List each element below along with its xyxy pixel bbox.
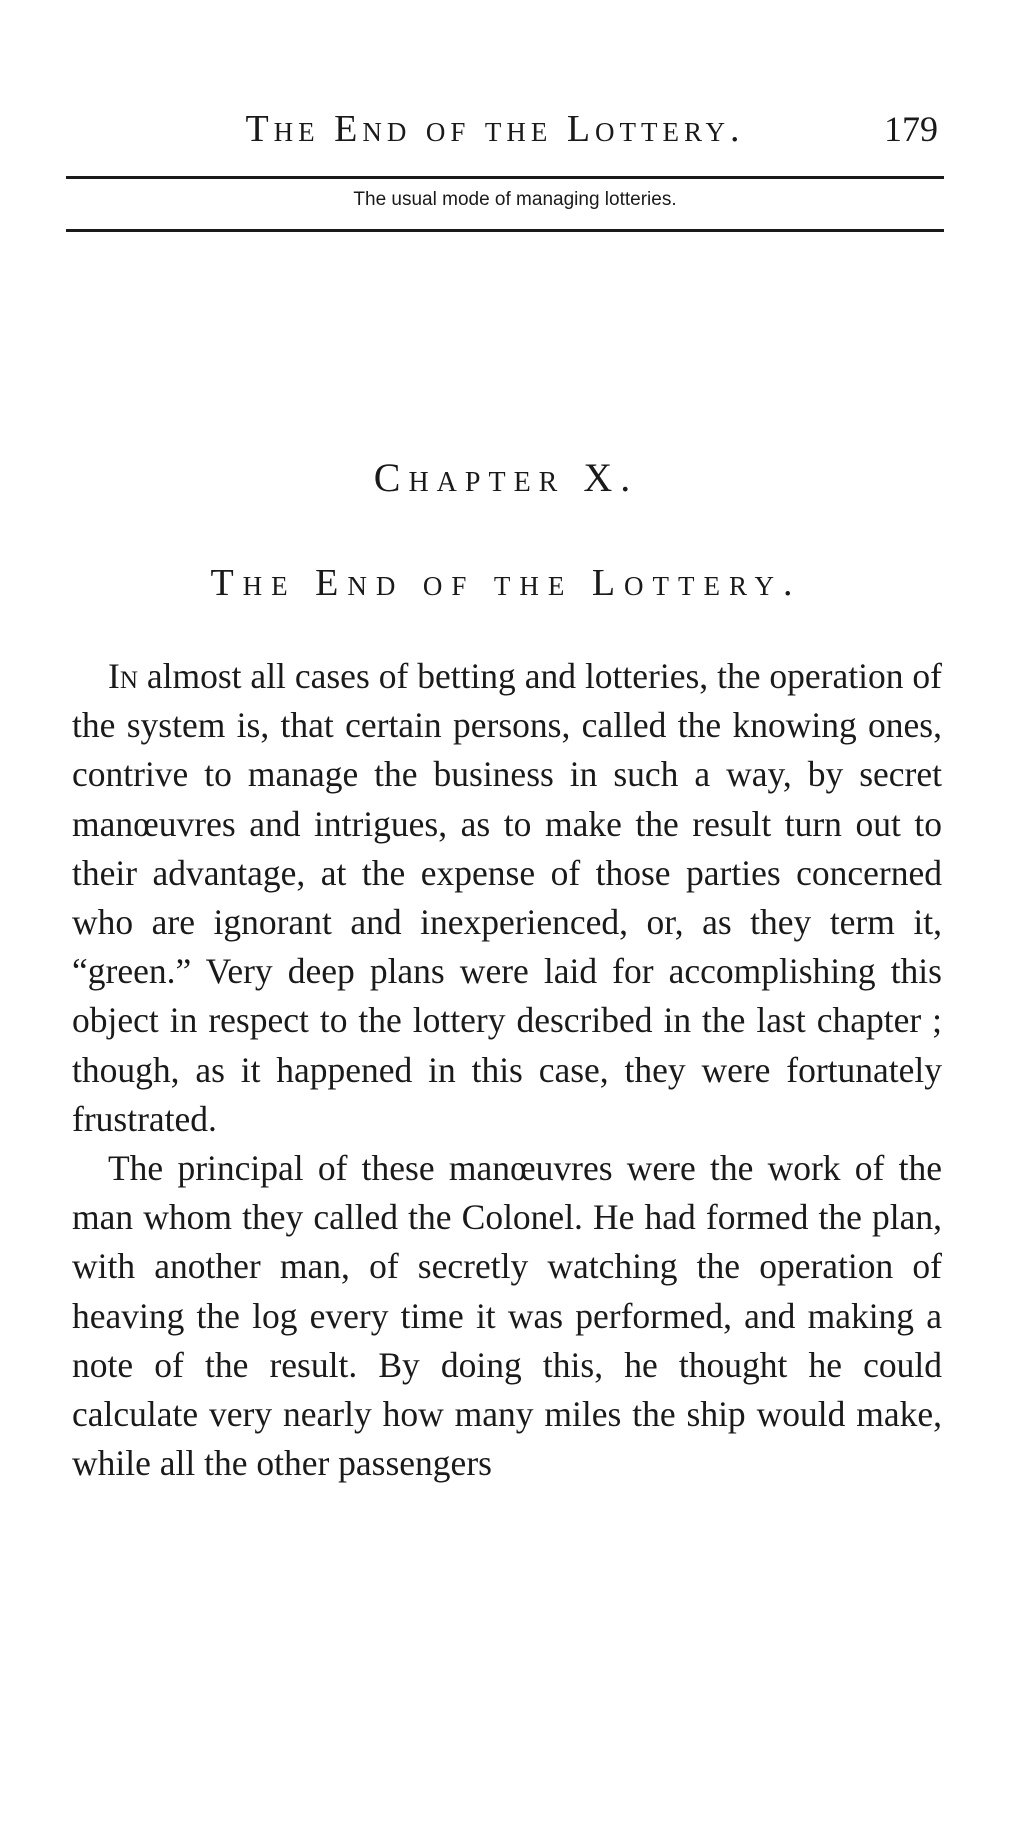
paragraph-2: The principal of these manœuvres were the work of the man whom they called the Colonel. He had formed the plan, with another man, of secretly watching the operation of heaving the log every time it was performed, and making a note of the result. By doing this, he thought he could calculate very nearly how many miles the ship would make, while all the other passengers [72,1148,942,1484]
chapter-title: The End of the Lottery. [210,562,802,604]
chapter-number: Chapter X. [373,455,639,500]
paragraph-lead-in: In [108,656,138,696]
header-rule-bottom [66,229,944,232]
header-rule-top [66,176,944,179]
page-subtitle: The usual mode of managing lotteries. [353,189,677,210]
running-head [66,104,944,154]
body-text [72,652,942,1488]
paragraph-1-text: almost all cases of betting and lotteries, the operation of the system is, that certain persons, called the knowing ones, contrive to manage the business in such a way, by secret manœuvres and intrigues, as to make the result turn out to their advantage, at the expense of those parties concerned who are ignorant and inexperienced, or, as they term it, “green.” Very deep plans were laid for accomplishing this object in respect to the lottery described in the last chapter ; though, as it happened in this case, they were fortunately frustrated. [72,656,942,1139]
page-number: 179 [884,109,938,149]
paragraph-1 [72,652,942,1144]
running-title: The End of the Lottery. [245,108,745,150]
